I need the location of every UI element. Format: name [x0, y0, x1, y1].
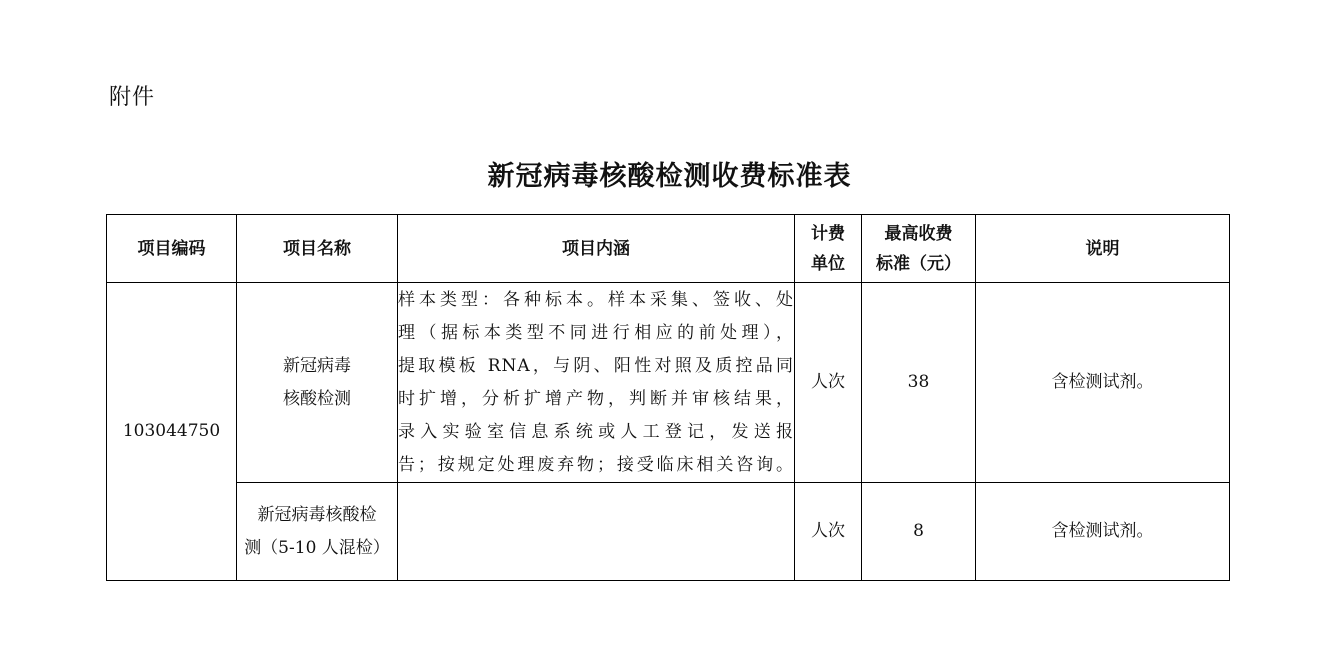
header-name: 项目名称 — [237, 215, 398, 283]
item-name-cell — [237, 483, 398, 581]
attachment-label: 附件 — [109, 85, 156, 110]
header-unit-line1: 计费 — [811, 223, 845, 244]
header-price-line1: 最高收费 — [884, 223, 953, 244]
header-unit — [795, 215, 862, 283]
item-content-cell — [398, 283, 795, 483]
content-line: 时扩增，分析扩增产物，判断并审核结果， — [398, 388, 794, 409]
item-content-cell — [398, 483, 795, 581]
table-row — [107, 483, 1230, 581]
content-line: 录入实验室信息系统或人工登记，发送报 — [398, 421, 794, 442]
table-header-row — [107, 215, 1230, 283]
content-line: 提取模板 RNA，与阴、阳性对照及质控品同 — [398, 355, 794, 376]
item-name-cell — [237, 283, 398, 483]
page-title: 新冠病毒核酸检测收费标准表 — [487, 161, 852, 192]
fee-standard-table — [106, 214, 1230, 581]
note-cell: 含检测试剂。 — [976, 283, 1230, 483]
header-content: 项目内涵 — [398, 215, 795, 283]
item-name-line1: 新冠病毒 — [283, 355, 351, 376]
note-cell: 含检测试剂。 — [976, 483, 1230, 581]
price-cell: 8 — [862, 483, 976, 581]
header-code: 项目编码 — [107, 215, 237, 283]
header-price-line2: 标准（元） — [876, 253, 961, 274]
item-name-line1: 新冠病毒核酸检 — [257, 504, 377, 525]
item-code-cell: 103044750 — [107, 283, 237, 581]
content-line: 理（据标本类型不同进行相应的前处理）， — [398, 322, 794, 343]
unit-cell: 人次 — [795, 283, 862, 483]
item-name-line2: 测（5-10 人混检） — [244, 537, 390, 558]
unit-cell: 人次 — [795, 483, 862, 581]
content-line: 告；按规定处理废弃物；接受临床相关咨询。 — [398, 454, 794, 475]
item-name-line2: 核酸检测 — [283, 388, 351, 409]
header-unit-line2: 单位 — [811, 253, 845, 274]
header-price — [862, 215, 976, 283]
header-note: 说明 — [976, 215, 1230, 283]
table-row — [107, 283, 1230, 483]
content-line: 样本类型：各种标本。样本采集、签收、处 — [398, 289, 794, 310]
price-cell: 38 — [862, 283, 976, 483]
